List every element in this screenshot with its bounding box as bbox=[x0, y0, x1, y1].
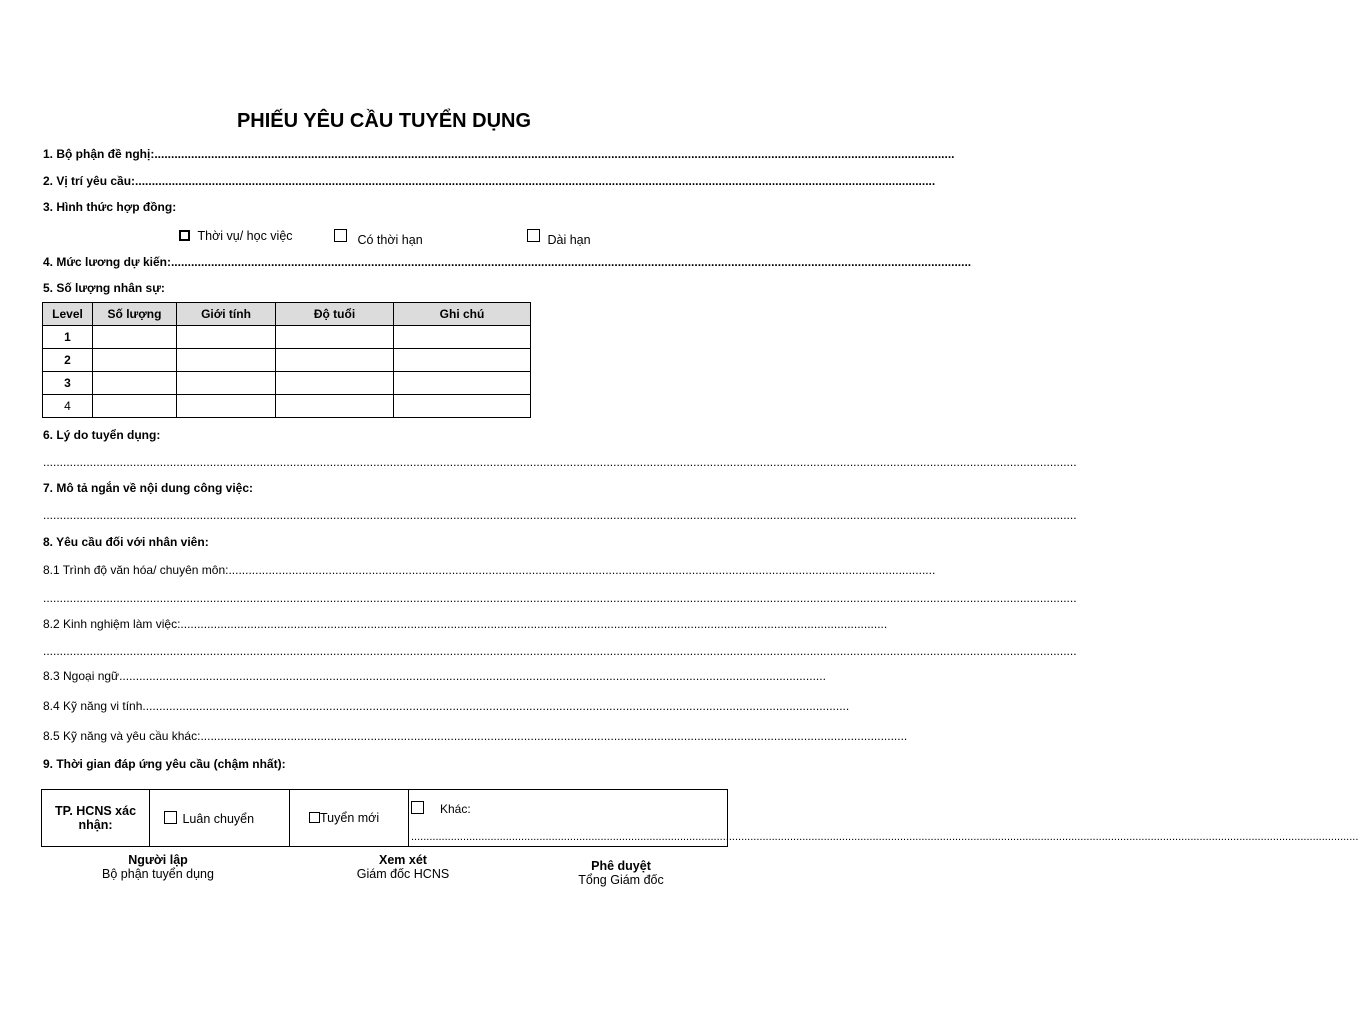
signature-title: Tổng Giám đốc bbox=[578, 873, 664, 887]
position-label: 2. Vị trí yêu cầu: bbox=[43, 174, 136, 188]
quantity-cell[interactable] bbox=[93, 395, 177, 418]
table-header-row bbox=[43, 303, 531, 326]
signature-title: Giám đốc HCNS bbox=[356, 867, 450, 881]
option-transfer[interactable] bbox=[150, 790, 290, 847]
checkbox-icon[interactable] bbox=[309, 812, 320, 823]
col-age: Độ tuổi bbox=[276, 303, 394, 326]
position-dots[interactable]: ................................................................................................................................................................................................................................................ bbox=[135, 174, 936, 188]
contract-option-long-term[interactable] bbox=[527, 229, 591, 247]
req-experience-label: 8.2 Kinh nghiệm làm việc: bbox=[43, 617, 181, 631]
contract-option-label: Thời vụ/ học việc bbox=[197, 229, 293, 243]
salary-line bbox=[43, 255, 972, 269]
level-cell: 4 bbox=[43, 395, 93, 418]
dept-label: 1. Bộ phận đề nghị: bbox=[43, 147, 155, 161]
gender-cell[interactable] bbox=[177, 349, 276, 372]
gender-cell[interactable] bbox=[177, 372, 276, 395]
req-other-dots[interactable]: .................................................................................................................................................................................................................... bbox=[200, 729, 908, 743]
quantity-cell[interactable] bbox=[93, 326, 177, 349]
confirm-table bbox=[41, 789, 728, 847]
option-label: Tuyển mới bbox=[320, 811, 380, 825]
req-experience-dots[interactable]: .................................................................................................................................................................................................................... bbox=[180, 617, 888, 631]
age-cell[interactable] bbox=[276, 326, 394, 349]
req-language-dots[interactable]: .................................................................................................................................................................................................................... bbox=[119, 669, 826, 683]
req-experience-dots-2[interactable] bbox=[43, 644, 708, 658]
confirm-label-text: TP. HCNS xác nhận: bbox=[54, 804, 137, 832]
checkbox-icon[interactable] bbox=[334, 229, 347, 242]
form-title: PHIẾU YÊU CẦU TUYỂN DỤNG bbox=[236, 110, 532, 132]
req-other-label: 8.5 Kỹ năng và yêu cầu khác: bbox=[43, 729, 201, 743]
req-language-line bbox=[43, 669, 826, 683]
signature-role: Người lập bbox=[128, 853, 188, 867]
req-computer-label: 8.4 Kỹ năng vi tính bbox=[43, 699, 143, 713]
table-row bbox=[43, 395, 531, 418]
deadline-label: 9. Thời gian đáp ứng yêu cầu (chậm nhất): bbox=[43, 757, 286, 771]
contract-option-label: Có thời hạn bbox=[357, 233, 423, 247]
signature-role: Phê duyệt bbox=[591, 859, 651, 873]
checkbox-icon[interactable] bbox=[164, 811, 177, 824]
signature-title: Bộ phận tuyển dụng bbox=[102, 867, 214, 881]
age-cell[interactable] bbox=[276, 372, 394, 395]
table-row bbox=[43, 326, 531, 349]
gender-cell[interactable] bbox=[177, 326, 276, 349]
checkbox-icon[interactable] bbox=[527, 229, 540, 242]
req-education-dots[interactable]: .................................................................................................................................................................................................................... bbox=[228, 563, 936, 577]
headcount-table bbox=[42, 302, 531, 418]
table-row bbox=[43, 372, 531, 395]
option-label: Khác: bbox=[440, 802, 471, 816]
description-label: 7. Mô tả ngắn về nội dung công việc: bbox=[43, 481, 254, 495]
gender-cell[interactable] bbox=[177, 395, 276, 418]
table-row bbox=[42, 790, 728, 847]
dept-line bbox=[43, 147, 955, 161]
checkbox-icon[interactable] bbox=[411, 801, 424, 814]
checkbox-icon[interactable] bbox=[179, 230, 190, 241]
req-computer-line bbox=[43, 699, 850, 713]
note-cell[interactable] bbox=[394, 372, 531, 395]
description-dots[interactable] bbox=[43, 508, 708, 522]
reason-label: 6. Lý do tuyển dụng: bbox=[43, 428, 161, 442]
col-level: Level bbox=[43, 303, 93, 326]
requirements-label: 8. Yêu cầu đối với nhân viên: bbox=[43, 535, 209, 549]
table-row bbox=[43, 349, 531, 372]
note-cell[interactable] bbox=[394, 395, 531, 418]
signature-creator bbox=[73, 853, 243, 881]
signature-reviewer bbox=[318, 853, 488, 881]
col-note: Ghi chú bbox=[394, 303, 531, 326]
level-cell: 2 bbox=[43, 349, 93, 372]
salary-dots[interactable]: ................................................................................................................................................................................................................................................ bbox=[170, 255, 972, 269]
contract-option-fixed-term[interactable] bbox=[334, 229, 423, 247]
option-label: Luân chuyển bbox=[182, 811, 255, 826]
req-computer-dots[interactable]: .................................................................................................................................................................................................................... bbox=[142, 699, 850, 713]
option-new-hire[interactable] bbox=[290, 790, 409, 847]
req-other-line bbox=[43, 729, 908, 743]
quantity-cell[interactable] bbox=[93, 372, 177, 395]
signature-role: Xem xét bbox=[379, 853, 427, 867]
col-gender: Giới tính bbox=[177, 303, 276, 326]
signature-approver bbox=[536, 859, 706, 887]
req-education-dots-2[interactable] bbox=[43, 591, 708, 605]
level-cell: 1 bbox=[43, 326, 93, 349]
reason-dots[interactable] bbox=[43, 455, 708, 469]
headcount-label: 5. Số lượng nhân sự: bbox=[43, 281, 165, 295]
other-dots[interactable] bbox=[411, 831, 725, 845]
contract-option-label: Dài hạn bbox=[547, 233, 591, 247]
confirm-label bbox=[42, 790, 150, 847]
level-cell: 3 bbox=[43, 372, 93, 395]
age-cell[interactable] bbox=[276, 349, 394, 372]
salary-label: 4. Mức lương dự kiến: bbox=[43, 255, 171, 269]
option-other[interactable] bbox=[409, 790, 728, 847]
req-education-label: 8.1 Trình độ văn hóa/ chuyên môn: bbox=[43, 563, 229, 577]
position-line bbox=[43, 174, 936, 188]
note-cell[interactable] bbox=[394, 326, 531, 349]
contract-option-seasonal[interactable] bbox=[179, 229, 293, 243]
req-language-label: 8.3 Ngoại ngữ bbox=[43, 669, 120, 683]
contract-label: 3. Hình thức hợp đồng: bbox=[43, 200, 177, 214]
col-quantity: Số lượng bbox=[93, 303, 177, 326]
dept-dots[interactable]: ................................................................................................................................................................................................................................................ bbox=[154, 147, 955, 161]
age-cell[interactable] bbox=[276, 395, 394, 418]
quantity-cell[interactable] bbox=[93, 349, 177, 372]
note-cell[interactable] bbox=[394, 349, 531, 372]
req-experience-line bbox=[43, 617, 888, 631]
req-education-line bbox=[43, 563, 936, 577]
